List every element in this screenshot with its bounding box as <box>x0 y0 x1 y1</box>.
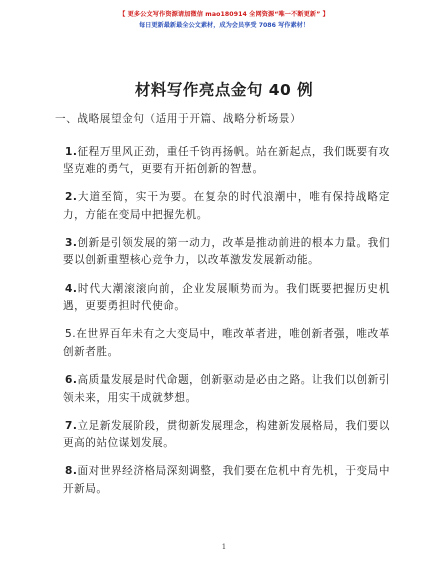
quote-item-6 <box>63 372 390 407</box>
item-text: 大道至简，实干为要。在复杂的时代浪潮中，唯有保持战略定力，方能在变局中把握先机。 <box>63 191 390 221</box>
item-text: 在世界百年未有之大变局中，唯改革者进，唯创新者强，唯改革创新者胜。 <box>63 328 390 358</box>
promo-banner <box>0 9 448 31</box>
item-text: 征程万里风正劲，重任千钧再扬帆。站在新起点，我们既要有攻坚克难的勇气，更要有开拓创新的智慧。 <box>63 145 390 176</box>
quote-list <box>63 133 390 509</box>
promo-banner-line1: 【 更多公文写作资源请加微信 mao180914 全网资源“唯一不断更新” 】 <box>119 11 329 18</box>
item-number: 5. <box>65 328 77 341</box>
quote-item-2 <box>63 189 390 224</box>
quote-item-7 <box>63 418 390 453</box>
quote-item-3 <box>63 235 390 270</box>
quote-item-1 <box>63 144 390 179</box>
item-number: 6. <box>65 374 78 387</box>
document-title: 材料写作亮点金句 40 例 <box>134 81 314 99</box>
item-text: 高质量发展是时代命题，创新驱动是必由之路。让我们以创新引领未来，用实干成就梦想。 <box>63 374 390 404</box>
page-number: 1 <box>221 543 227 551</box>
item-number: 1. <box>65 145 78 158</box>
item-text: 创新是引领发展的第一动力，改革是推动前进的根本力量。我们要以创新重塑核心竞争力，以改革激发发展新动能。 <box>63 236 390 267</box>
quote-item-8 <box>63 463 390 498</box>
section-heading: 一、战略展望金句（适用于开篇、战略分析场景） <box>55 113 302 125</box>
item-text: 立足新发展阶段，贯彻新发展理念，构建新发展格局，我们要以更高的站位谋划发展。 <box>63 419 390 450</box>
quote-item-5 <box>63 326 390 361</box>
item-text: 面对世界经济格局深刻调整，我们要在危机中育先机，于变局中开新局。 <box>63 465 390 495</box>
item-number: 3. <box>65 236 78 249</box>
item-text: 时代大潮滚滚向前，企业发展顺势而为。我们既要把握历史机遇，更要勇担时代使命。 <box>63 282 390 313</box>
item-number: 7. <box>65 419 78 432</box>
item-number: 4. <box>65 282 78 295</box>
quote-item-4 <box>63 281 390 316</box>
item-number: 8. <box>65 465 78 478</box>
item-number: 2. <box>65 191 78 204</box>
promo-banner-line2: 每日更新最新最全公文素材，成为会员享受 7086 写作素材！ <box>138 22 310 29</box>
